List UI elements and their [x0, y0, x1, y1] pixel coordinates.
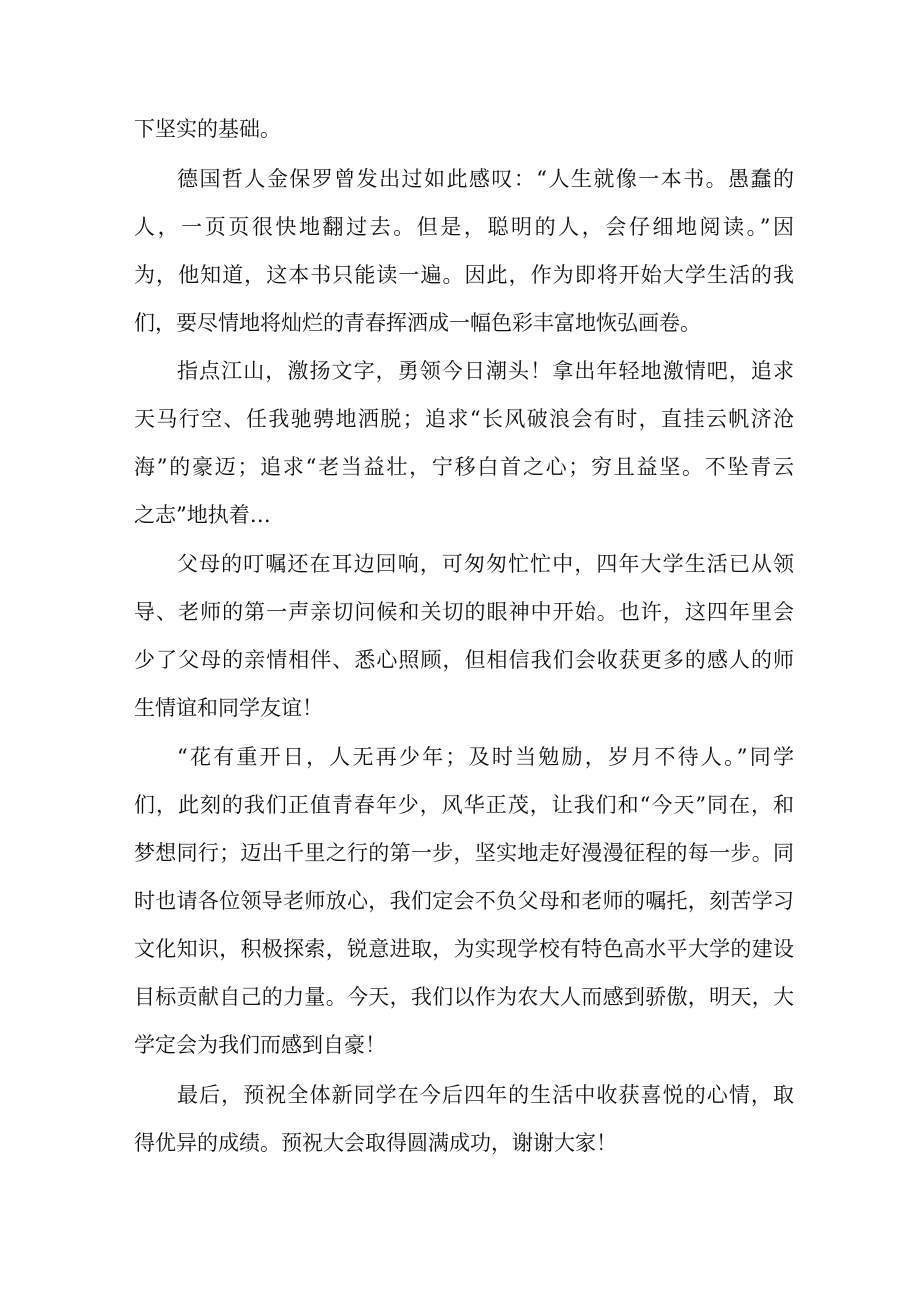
text-line: 指点江山，激扬文字，勇领今日潮头！拿出年轻地激情吧，追求: [177, 359, 794, 383]
text-line: 天马行空、任我驰骋地洒脱；追求“长风破浪会有时，直挂云帆济沧: [134, 407, 794, 431]
text-line: 下坚实的基础。: [134, 117, 281, 141]
text-line: 德国哲人金保罗曾发出过如此感叹：“人生就像一本书。愚蠢的: [177, 167, 794, 191]
text-line: “花有重开日，人无再少年；及时当勉励，岁月不待人。”同学: [177, 745, 794, 769]
text-line: 学定会为我们而感到自豪！: [134, 1033, 386, 1057]
text-line: 目标贡献自己的力量。今天，我们以作为农大人而感到骄傲，明天，大: [134, 985, 794, 1009]
text-line: 生情谊和同学友谊！: [134, 696, 323, 720]
text-line: 为，他知道，这本书只能读一遍。因此，作为即将开始大学生活的我: [134, 263, 794, 287]
text-line: 人，一页页很快地翻过去。但是，聪明的人，会仔细地阅读。”因: [134, 215, 794, 239]
text-line: 时也请各位领导老师放心，我们定会不负父母和老师的嘱托，刻苦学习: [134, 889, 794, 913]
text-line: 父母的叮嘱还在耳边回响，可匆匆忙忙中，四年大学生活已从领: [177, 552, 794, 576]
text-line: 导、老师的第一声亲切问候和关切的眼神中开始。也许，这四年里会: [134, 600, 794, 624]
text-line: 得优异的成绩。预祝大会取得圆满成功，谢谢大家！: [134, 1131, 617, 1155]
text-line: 们，要尽情地将灿烂的青春挥洒成一幅色彩丰富地恢弘画卷。: [134, 311, 701, 335]
text-line: 最后，预祝全体新同学在今后四年的生活中收获喜悦的心情，取: [177, 1083, 794, 1107]
text-line: 们，此刻的我们正值青春年少，风华正茂，让我们和“今天”同在，和: [134, 793, 794, 817]
text-line: 梦想同行；迈出千里之行的第一步，坚实地走好漫漫征程的每一步。同: [134, 841, 794, 865]
text-line: 文化知识，积极探索，锐意进取，为实现学校有特色高水平大学的建设: [134, 937, 794, 961]
text-line: 少了父母的亲情相伴、悉心照顾，但相信我们会收获更多的感人的师: [134, 648, 794, 672]
text-line: 海”的豪迈；追求“老当益壮，宁移白首之心；穷且益坚。不坠青云: [134, 455, 794, 479]
text-line: 之志”地执着…: [134, 503, 271, 527]
